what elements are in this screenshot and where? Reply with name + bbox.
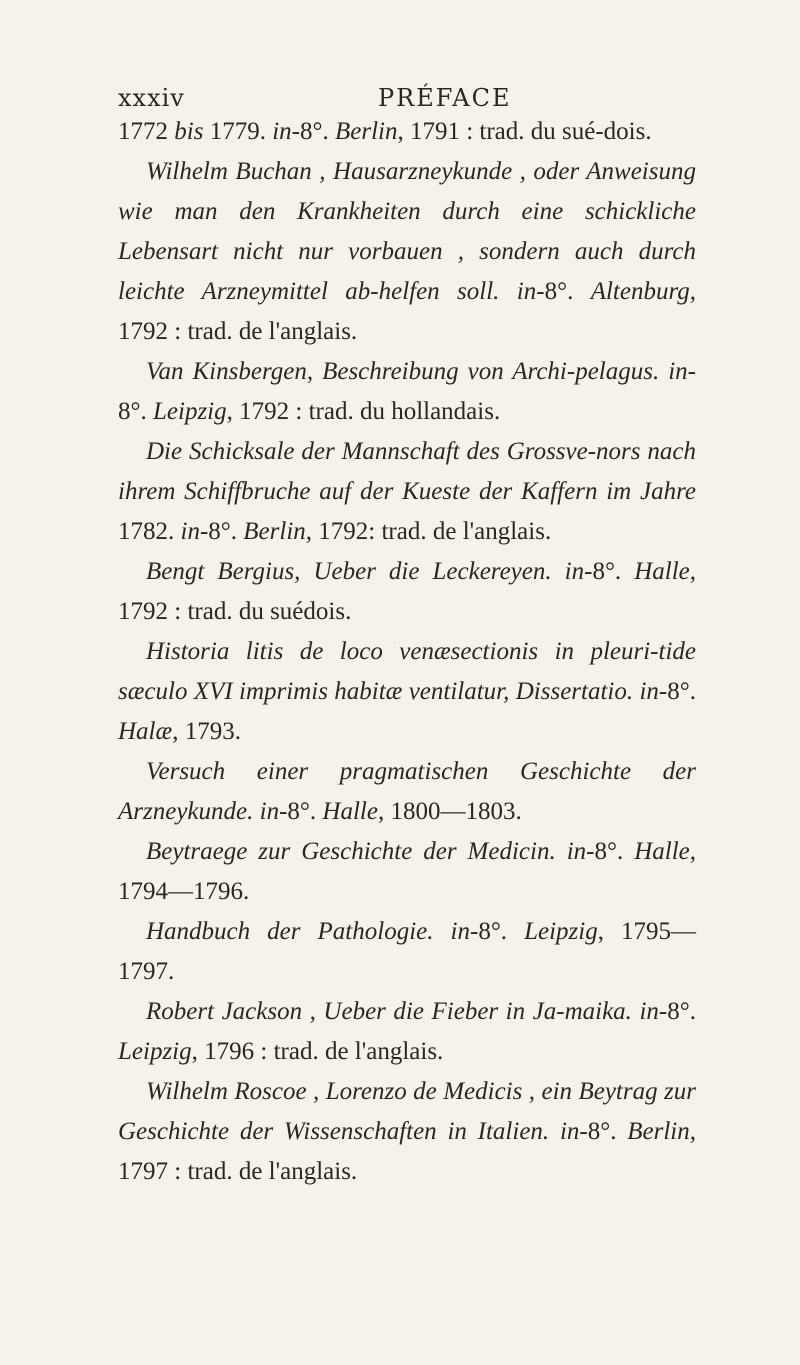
entry-segment: in- (259, 798, 288, 825)
entry-segment: , 1800—1803. (377, 798, 522, 825)
entry-segment: in- (564, 558, 593, 585)
entry-segment: 1779. (203, 118, 273, 145)
entry-segment: Handbuch der Pathologie. (146, 918, 451, 945)
entry-segment: Die Schicksale der Mannschaft des Grossve-nors nach ihrem Schiffbruche auf der Kueste der Kaffern im Jahre (118, 438, 696, 505)
entry-segment: Halæ (118, 718, 173, 745)
bibliography-entry (118, 352, 696, 432)
entry-segment: Van Kinsbergen, Beschreibung von Archi-pelagus. (146, 358, 669, 385)
entry-segment: in- (639, 998, 668, 1025)
entry-segment: 8°. (287, 798, 323, 825)
entry-segment: Robert Jackson , Ueber die Fieber in Ja-maika. (146, 998, 640, 1025)
entry-segment: Bengt Bergius, Ueber die Leckereyen. (146, 558, 565, 585)
entry-segment: 8°. (587, 1118, 628, 1145)
entry-segment: 8°. (208, 518, 244, 545)
entry-segment: 8°. (544, 278, 591, 305)
entry-segment: in- (559, 1118, 588, 1145)
entry-segment: 8°. (667, 998, 696, 1025)
entry-segment: 8°. (118, 398, 153, 425)
bibliography-entry (118, 992, 696, 1072)
entry-segment: , 1792: trad. de l'anglais. (305, 518, 552, 545)
entry-segment: in- (272, 118, 300, 145)
entry-segment: , 1796 : trad. de l'anglais. (191, 1038, 444, 1065)
entry-segment: bis (174, 118, 204, 145)
entry-segment: in- (566, 838, 595, 865)
entry-segment: Wilhelm Roscoe , Lorenzo de Medicis , ein Beytrag zur Geschichte der Wissenschaften in Italien. (118, 1078, 696, 1145)
entry-segment: 8°. (667, 678, 696, 705)
entry-segment: , 1792 : trad. de l'anglais. (118, 278, 697, 345)
entry-segment: Berlin (627, 1118, 690, 1145)
entry-segment: Halle (322, 798, 378, 825)
bibliography-entry (118, 1072, 696, 1192)
entry-segment: 8°. (592, 558, 635, 585)
running-head: PRÉFACE (378, 84, 512, 112)
entry-segment: Wilhelm Buchan , Hausarzneykunde , oder Anweisung wie man den Krankheiten durch eine schickliche Lebensart nicht nur vorbauen , sondern auch durch leichte Arzneymittel ab-helfen soll. (118, 158, 696, 305)
bibliography-entry (118, 432, 696, 552)
entry-segment: 1772 (118, 118, 175, 145)
bibliography-entry (118, 752, 696, 832)
entry-segment: in- (516, 278, 545, 305)
entry-segment: in- (639, 678, 668, 705)
entry-segment: Berlin (243, 518, 306, 545)
entry-segment: Leipzig (118, 1038, 192, 1065)
entry-segment: , 1792 : trad. du suédois. (118, 558, 697, 625)
entry-segment: Halle (634, 558, 690, 585)
bibliography-list (118, 112, 696, 1192)
entry-segment: , 1797 : trad. de l'anglais. (118, 1118, 697, 1185)
entry-segment: 8°. (594, 838, 635, 865)
entry-segment: , 1792 : trad. du hollandais. (226, 398, 501, 425)
entry-segment: 1782. (118, 518, 181, 545)
entry-segment: Berlin (334, 118, 398, 145)
entry-segment: , 1794—1796. (118, 838, 697, 905)
entry-segment: Halle (634, 838, 690, 865)
entry-segment: Historia litis de loco venæsectionis in pleuri-tide sæculo XVI imprimis habitæ ventilatur, Dissertatio. (118, 638, 696, 705)
bibliography-entry (118, 152, 696, 352)
entry-segment: Leipzig (524, 918, 598, 945)
bibliography-entry (118, 632, 696, 752)
bibliography-entry (118, 912, 696, 992)
entry-segment: 8°. (478, 918, 525, 945)
bibliography-entry (118, 552, 696, 632)
entry-segment: 8°. (299, 118, 335, 145)
bibliography-entry (118, 832, 696, 912)
entry-segment: , 1795—1797. (118, 918, 696, 985)
entry-segment: in- (180, 518, 209, 545)
page-number: xxxiv (118, 84, 185, 112)
entry-segment: in- (450, 918, 479, 945)
entry-segment: , 1791 : trad. du sué-dois. (397, 118, 652, 145)
entry-segment: Versuch einer pragmatischen Geschichte der Arzneykunde. (118, 758, 696, 825)
entry-segment: , 1793. (172, 718, 241, 745)
bibliography-entry (118, 112, 696, 152)
entry-segment: Altenburg (590, 278, 690, 305)
entry-segment: in- (668, 358, 696, 385)
entry-segment: Beytraege zur Geschichte der Medicin. (146, 838, 567, 865)
entry-segment: Leipzig (153, 398, 227, 425)
